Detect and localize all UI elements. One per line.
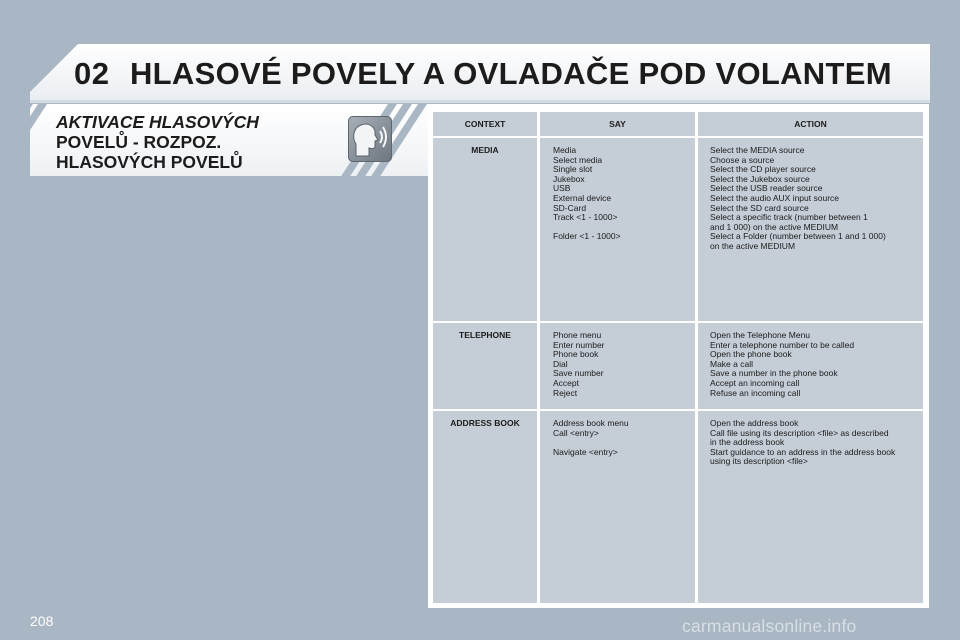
- section-title-line: AKTIVACE HLASOVÝCH: [56, 112, 259, 132]
- page-title: HLASOVÉ POVELY A OVLADAČE POD VOLANTEM: [130, 56, 892, 91]
- section-title-line: POVELŮ - ROZPOZ.: [56, 132, 222, 152]
- action-line: Select the Jukebox source: [710, 173, 810, 184]
- action-line: Select a Folder (number between 1 and 1 000): [710, 231, 886, 242]
- decor-stripe: [30, 104, 47, 176]
- table-row-address-book: [433, 411, 923, 603]
- action-line: Save a number in the phone book: [710, 368, 838, 379]
- say-line: Media: [553, 145, 577, 155]
- say-line: Reject: [553, 387, 578, 398]
- say-line: Navigate <entry>: [553, 446, 618, 457]
- section-title: [56, 112, 259, 172]
- section-title-line: HLASOVÝCH POVELŮ: [56, 152, 243, 172]
- action-cell: [698, 138, 923, 321]
- action-line: Call file using its description <file> as described: [710, 427, 889, 438]
- action-line: Select the CD player source: [710, 164, 816, 175]
- voice-command-icon: [348, 116, 392, 162]
- say-line: Phone menu: [553, 330, 602, 340]
- page-number: 208: [30, 613, 54, 629]
- say-line: External device: [553, 192, 612, 203]
- say-cell: [540, 138, 695, 321]
- action-line: Enter a telephone number to be called: [710, 339, 855, 350]
- column-header-action: ACTION: [698, 112, 923, 136]
- action-line: Open the phone book: [710, 349, 792, 360]
- column-header-context: CONTEXT: [433, 112, 537, 136]
- action-line: Select the audio AUX input source: [710, 192, 839, 203]
- voice-command-icon-glyph: [348, 116, 392, 162]
- action-line: Choose a source: [710, 154, 775, 165]
- action-line: Open the Telephone Menu: [710, 330, 811, 340]
- say-line: Call <entry>: [553, 427, 599, 438]
- action-line: Make a call: [710, 358, 753, 369]
- action-line: Start guidance to an address in the address book: [710, 446, 896, 457]
- say-line: Track <1 - 1000>: [553, 212, 618, 223]
- action-line: using its description <file>: [710, 456, 808, 467]
- action-line: on the active MEDIUM: [710, 240, 796, 251]
- say-line: SD-Card: [553, 202, 587, 213]
- say-line: Phone book: [553, 349, 599, 360]
- action-line: Select a specific track (number between 1: [710, 212, 868, 223]
- table-row-media: [433, 138, 923, 321]
- header-divider: [30, 100, 930, 103]
- action-line: Select the SD card source: [710, 202, 809, 213]
- action-line: Select the USB reader source: [710, 183, 823, 194]
- say-line: Accept: [553, 377, 579, 388]
- action-line: and 1 000) on the active MEDIUM: [710, 221, 839, 232]
- say-line: USB: [553, 183, 571, 194]
- say-line: Jukebox: [553, 173, 585, 184]
- say-line: Enter number: [553, 339, 605, 350]
- context-cell: TELEPHONE: [433, 323, 537, 409]
- table-header-row: [433, 112, 923, 136]
- table-row-telephone: [433, 323, 923, 409]
- action-line: Refuse an incoming call: [710, 387, 801, 398]
- action-line: Select the MEDIA source: [710, 145, 805, 155]
- action-cell: [698, 411, 923, 603]
- context-cell: MEDIA: [433, 138, 537, 321]
- say-line: Save number: [553, 368, 604, 379]
- column-header-say: SAY: [540, 112, 695, 136]
- action-line: in the address book: [710, 437, 785, 448]
- action-line: Open the address book: [710, 418, 799, 428]
- watermark: carmanualsonline.info: [682, 616, 857, 636]
- action-line: Accept an incoming call: [710, 377, 800, 388]
- say-line: Select media: [553, 154, 603, 165]
- say-cell: [540, 323, 695, 409]
- say-line: Address book menu: [553, 418, 629, 428]
- say-line: Dial: [553, 358, 568, 369]
- action-cell: [698, 323, 923, 409]
- say-line: Single slot: [553, 164, 593, 175]
- context-cell: ADDRESS BOOK: [433, 411, 537, 603]
- say-line: Folder <1 - 1000>: [553, 231, 621, 242]
- chapter-number: 02: [74, 56, 110, 91]
- say-cell: [540, 411, 695, 603]
- voice-commands-table: [430, 110, 926, 605]
